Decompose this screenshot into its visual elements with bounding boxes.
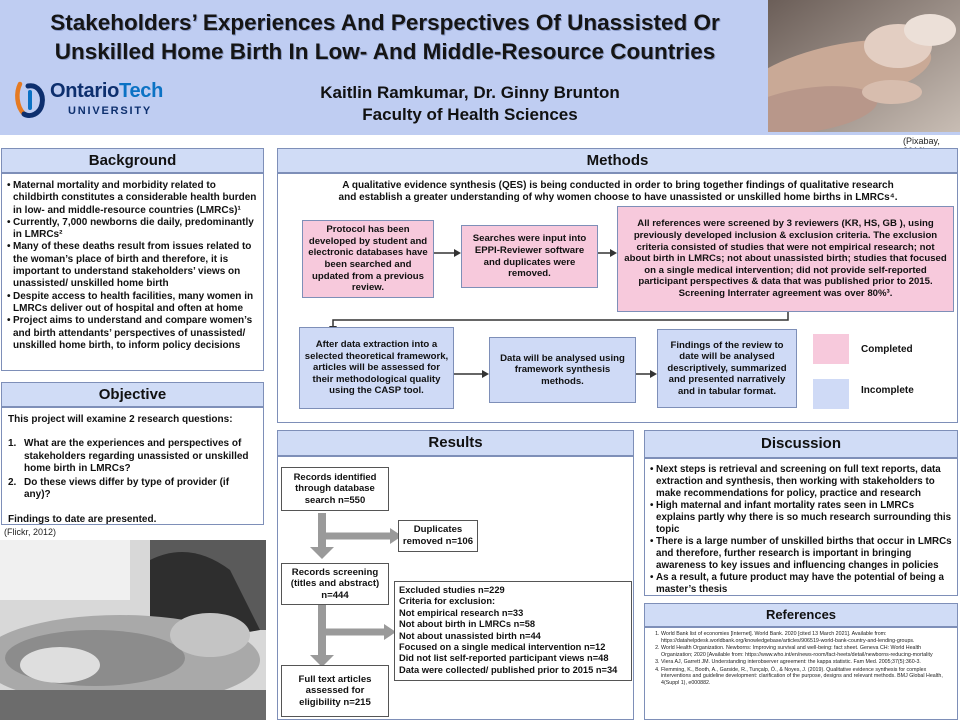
duplicates-box: Duplicates removed n=106 xyxy=(398,520,478,552)
exclusion-item: Not about unassisted birth n=44 xyxy=(399,630,541,641)
list-item: • Many of these deaths result from issues related to the woman’s place of birth and therefore, it is important to understand stakeholders’ views on unassisted/ unskilled home birth xyxy=(7,241,259,290)
list-item: • Despite access to health facilities, many women in LMRCs deliver out of hospital and often at home xyxy=(7,291,259,316)
full-text-box: Full text articles assessed for eligibility n=215 xyxy=(281,665,389,717)
birth-photo xyxy=(0,540,266,720)
step-findings-box: Findings of the review to date will be analysed descriptively, summarized and presented narratively and in tabular format. xyxy=(657,329,797,408)
reference-item: 1. World Bank list of economies [Internet]. World Bank. 2020 [cited 13 March 2021]. Available from: https://datahelpdesk.worldbank.org/knowledgebase/articles/906519-world-bank-country-and-lending-groups. xyxy=(661,631,953,644)
legend-completed-label: Completed xyxy=(861,344,913,355)
background-list xyxy=(7,180,259,352)
references-heading: References xyxy=(644,603,958,627)
list-item: • As a result, a future product may have the potential of being a master’s thesis xyxy=(650,572,953,596)
objective-footer: Findings to date are presented. xyxy=(8,513,157,525)
excluded-title: Excluded studies n=229 xyxy=(399,585,505,595)
legend-incomplete-label: Incomplete xyxy=(861,385,914,396)
excluded-criteria-label: Criteria for exclusion: xyxy=(399,596,496,607)
methods-heading: Methods xyxy=(277,148,958,173)
exclusion-item: Not about birth in LMRCs n=58 xyxy=(399,619,536,630)
methods-intro: A qualitative evidence synthesis (QES) is being conducted in order to bring together findings of qualitative research and establish a greater understanding of why women choose to have unassisted or unskilled home births in LMRCs⁴. xyxy=(338,180,898,204)
ontario-tech-logo xyxy=(14,80,194,122)
discussion-list xyxy=(650,464,953,596)
authors-block xyxy=(220,82,720,126)
logo-university: UNIVERSITY xyxy=(68,105,153,117)
list-item: • Currently, 7,000 newborns die daily, predominantly in LMRCs² xyxy=(7,217,259,242)
objective-intro: This project will examine 2 research questions: xyxy=(8,414,233,425)
records-identified-box: Records identified through database search n=550 xyxy=(281,467,389,511)
discussion-section xyxy=(644,458,958,596)
bottom-photo-credit: (Flickr, 2012) xyxy=(4,527,57,537)
list-item: • Maternal mortality and morbidity related to childbirth constitutes a considerable health burden in low- and middle-resource countries (LMRCs)¹ xyxy=(7,180,259,217)
references-list xyxy=(649,631,953,686)
poster-title xyxy=(0,8,770,66)
authors: Kaitlin Ramkumar, Dr. Ginny Brunton xyxy=(320,83,620,102)
discussion-heading: Discussion xyxy=(644,430,958,458)
step-extraction-box: After data extraction into a selected theoretical framework, articles will be assessed for their methodological quality using the CASP tool. xyxy=(299,327,454,409)
results-section xyxy=(277,456,634,720)
reference-item: 4. Flemming, K., Booth, A., Garside, R., Tunçalp, Ö., & Noyes, J. (2019). Qualitative evidence synthesis for complex interventions and guideline development: clarification of the purpose, designs and relevant methods. BMJ Global Health, 4(Suppl 1), e000882. xyxy=(661,667,953,687)
logo-wordmark: OntarioTech xyxy=(50,80,164,102)
list-item: • Next steps is retrieval and screening on full text reports, data extraction and synthesis, then working with stakeholders to make recommendations for policy, practice and research xyxy=(650,464,953,500)
records-screening-box: Records screening (titles and abstract) n=444 xyxy=(281,563,389,605)
title-line-1: Stakeholders’ Experiences And Perspectives Of Unassisted Or xyxy=(50,10,720,35)
step-search-box: Searches were input into EPPI-Reviewer software and duplicates were removed. xyxy=(461,225,598,288)
legend-incomplete-swatch xyxy=(813,379,849,409)
step-protocol-box: Protocol has been developed by student and electronic databases have been searched and updated from a previous review. xyxy=(302,220,434,298)
methods-section xyxy=(277,173,958,423)
excluded-studies-box xyxy=(394,581,632,681)
exclusion-item: Not empirical research n=33 xyxy=(399,607,524,618)
step-analysis-box: Data will be analysed using framework synthesis methods. xyxy=(489,337,636,403)
results-heading: Results xyxy=(277,430,634,456)
title-line-2: Unskilled Home Birth In Low- And Middle-Resource Countries xyxy=(54,39,716,64)
reference-item: 2. World Health Organization. Newborns: Improving survival and well-being: fact sheet. Geneva CH: World Health Organization; 2020 [Available from: https://www.who.int/en/news-room/fact-heets/detail/newborns-reducing-mortality xyxy=(661,645,953,658)
exclusion-item: Data were collected/ published prior to 2015 n=34 xyxy=(399,664,618,675)
legend-completed-swatch xyxy=(813,334,849,364)
faculty: Faculty of Health Sciences xyxy=(362,105,578,124)
references-section xyxy=(644,627,958,720)
background-section xyxy=(1,173,264,371)
step-screening-box: All references were screened by 3 reviewers (KR, HS, GB ), using previously developed inclusion & exclusion criteria. The exclusion criteria consisted of studies that were not empirical research; not about birth in LMRCs; not about unassisted birth; studies that focused on a single medical intervention; did not provide self-reported participant perspectives & data that was published prior to 2015. Screening Interrater agreement was over 80%³. xyxy=(617,206,954,312)
research-question-2: 2. Do these views differ by type of provider (if any)? xyxy=(8,477,230,501)
research-question-1: 1. What are the experiences and perspectives of stakeholders regarding unassisted or unskilled home birth in LMRCs? xyxy=(8,438,249,474)
top-photo-credit: (Pixabay, xyxy=(903,136,940,146)
logo-mark-icon xyxy=(14,80,48,120)
background-heading: Background xyxy=(1,148,264,173)
objective-section xyxy=(1,407,264,525)
exclusion-item: Focused on a single medical intervention n=12 xyxy=(399,642,606,653)
list-item: • Project aims to understand and compare women’s and birth attendants’ perspectives of unassisted/ unskilled home birth, to inform policy decisions xyxy=(7,315,259,352)
reference-item: 3. Viera AJ, Garrett JM. Understanding interobserver agreement: the kappa statistic. Fam Med. 2005;37(5):360-3. xyxy=(661,659,953,666)
list-item: • High maternal and infant mortality rates seen in LMRCs explains partly why there is so much research surrounding this topic xyxy=(650,500,953,536)
newborn-hand-photo xyxy=(768,0,960,132)
objective-heading: Objective xyxy=(1,382,264,407)
exclusion-item: Did not list self-reported participant views n=48 xyxy=(399,653,609,664)
list-item: • There is a large number of unskilled births that occur in LMRCs and therefore, further research is important in bringing awareness to key issues and influencing changes in policies xyxy=(650,536,953,572)
